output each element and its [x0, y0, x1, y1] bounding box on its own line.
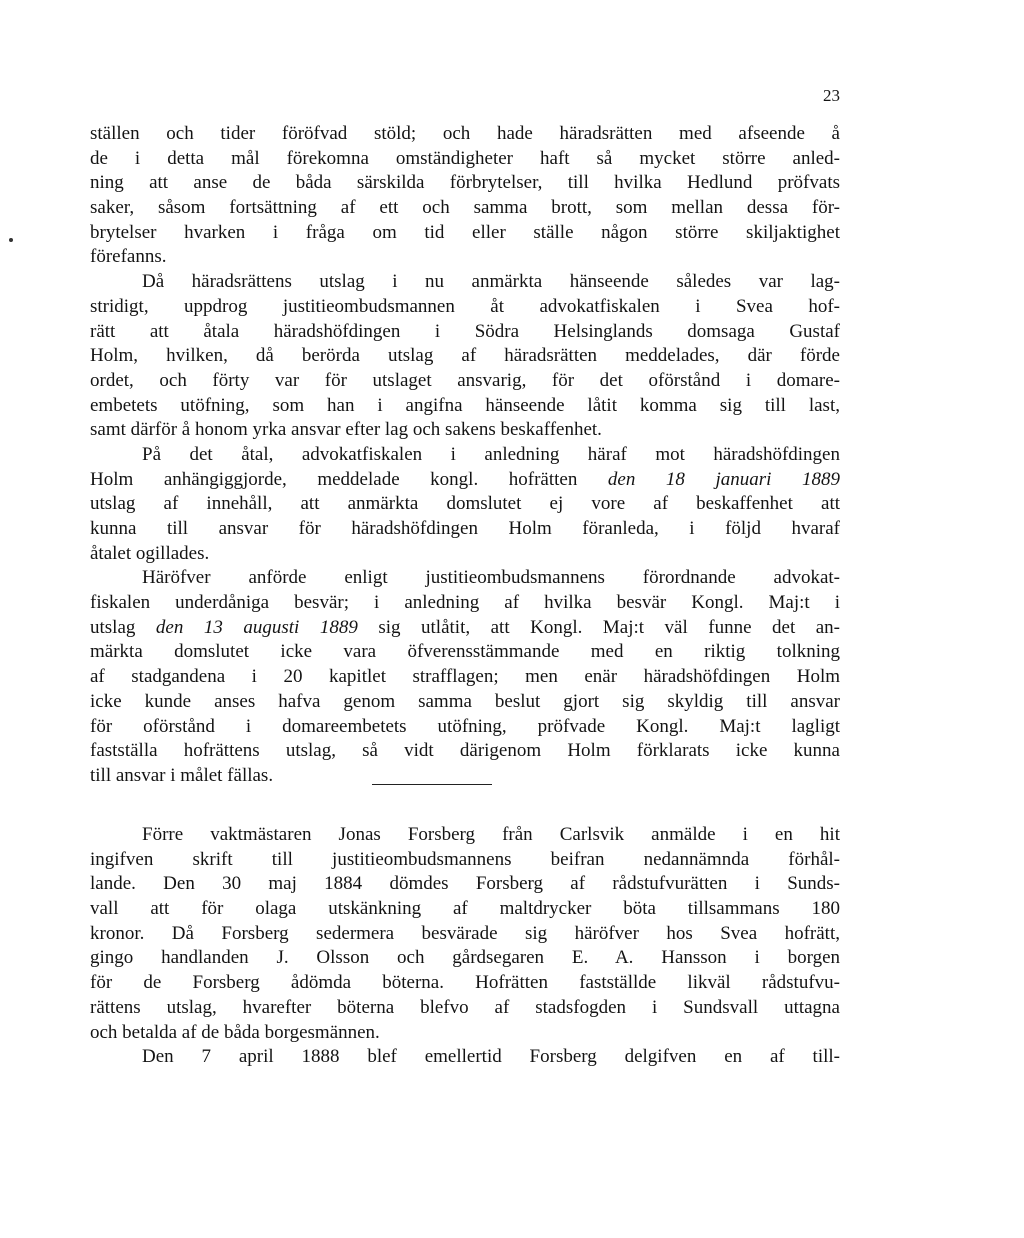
- text-fragment: Holm anhängiggjorde, meddelade kongl. hofrätten: [90, 468, 578, 490]
- text-line: brytelser hvarken i fråga om tid eller ställe någon större skiljaktighet: [90, 221, 840, 243]
- text-line: embetets utöfning, som han i angifna hänseende låtit komma sig till last,: [90, 394, 840, 416]
- text-line: utslag af innehåll, att anmärkta domslutet ej vore af beskaffenhet att: [90, 493, 840, 515]
- text-line: Den 7 april 1888 blef emellertid Forsberg delgifven en af till-: [142, 1046, 840, 1068]
- text-line: icke kunde anses hafva genom samma beslut gjort sig skyldig till ansvar: [90, 690, 840, 712]
- text-line: ordet, och förty var för utslaget ansvarig, för det oförstånd i domare-: [90, 369, 840, 391]
- text-line: till ansvar i målet fällas.: [90, 764, 274, 786]
- text-fragment: sig utlåtit, att Kongl. Maj:t väl funne det an-: [378, 616, 841, 638]
- text-line: för de Forsberg ådömda böterna. Hofrätten fastställde likväl rådstufvu-: [90, 972, 840, 994]
- text-line: rättens utslag, hvarefter böterna blefvo af stadsfogden i Sundsvall uttagna: [90, 996, 840, 1018]
- date-italic: den 13 augusti 1889: [155, 616, 358, 638]
- text-fragment: utslag: [90, 616, 136, 638]
- text-section-2: [90, 823, 840, 1070]
- text-line: stridigt, uppdrog justitieombudsmannen åt advokatfiskalen i Svea hof-: [90, 295, 840, 317]
- text-line: lande. Den 30 maj 1884 dömdes Forsberg af rådstufvurätten i Sunds-: [90, 873, 840, 895]
- text-line: för oförstånd i domareembetets utöfning, pröfvade Kongl. Maj:t lagligt: [90, 715, 840, 737]
- margin-mark: [9, 238, 13, 242]
- section-divider: [372, 784, 492, 785]
- text-line: åtalet ogillades.: [90, 542, 210, 564]
- text-line: fiskalen underdåniga besvär; i anledning af hvilka besvär Kongl. Maj:t i: [90, 592, 840, 614]
- text-section-1: [90, 122, 840, 789]
- text-line: och betalda af de båda borgesmännen.: [90, 1021, 380, 1043]
- page-number: 23: [823, 86, 840, 105]
- text-line: [90, 616, 840, 641]
- text-line: rätt att åtala häradshöfdingen i Södra Helsinglands domsaga Gustaf: [90, 320, 840, 342]
- text-line: ställen och tider föröfvad stöld; och hade häradsrätten med afseende å: [90, 123, 840, 144]
- text-line: märkta domslutet icke vara öfverensstämmande med en riktig tolkning: [90, 641, 840, 663]
- text-line: ingifven skrift till justitieombudsmannens beifran nedannämnda förhål-: [90, 848, 840, 870]
- text-line: Förre vaktmästaren Jonas Forsberg från Carlsvik anmälde i en hit: [142, 824, 840, 845]
- text-line: samt därför å honom yrka ansvar efter lag och sakens beskaffenhet.: [90, 419, 602, 441]
- text-line: Häröfver anförde enligt justitieombudsmannens förordnande advokat-: [142, 567, 840, 589]
- text-line: vall att för olaga utskänkning af maltdrycker böta tillsammans 180: [90, 898, 840, 920]
- text-line: de i detta mål förekomna omständigheter haft så mycket större anled-: [90, 147, 840, 169]
- text-line: Då häradsrättens utslag i nu anmärkta hänseende således var lag-: [142, 271, 840, 293]
- text-line: saker, såsom fortsättning af ett och samma brott, som mellan dessa för-: [90, 197, 840, 219]
- text-line: På det åtal, advokatfiskalen i anledning häraf mot häradshöfdingen: [142, 443, 840, 465]
- date-italic: den 18 januari 1889: [607, 468, 840, 490]
- text-line: [90, 468, 840, 493]
- text-line: Holm, hvilken, då berörda utslag af häradsrätten meddelades, där förde: [90, 345, 840, 367]
- text-line: kronor. Då Forsberg sedermera besvärade sig häröfver hos Svea hofrätt,: [90, 922, 840, 944]
- text-line: af stadgandena i 20 kapitlet strafflagen; men enär häradshöfdingen Holm: [90, 666, 840, 688]
- text-line: förefanns.: [90, 246, 167, 268]
- text-line: fastställa hofrättens utslag, så vidt därigenom Holm förklarats icke kunna: [90, 740, 840, 762]
- text-line: gingo handlanden J. Olsson och gårdsegaren E. A. Hansson i borgen: [90, 947, 840, 969]
- text-line: kunna till ansvar för häradshöfdingen Holm föranleda, i följd hvaraf: [90, 518, 840, 539]
- text-line: ning att anse de båda särskilda förbrytelser, till hvilka Hedlund pröfvats: [90, 172, 840, 194]
